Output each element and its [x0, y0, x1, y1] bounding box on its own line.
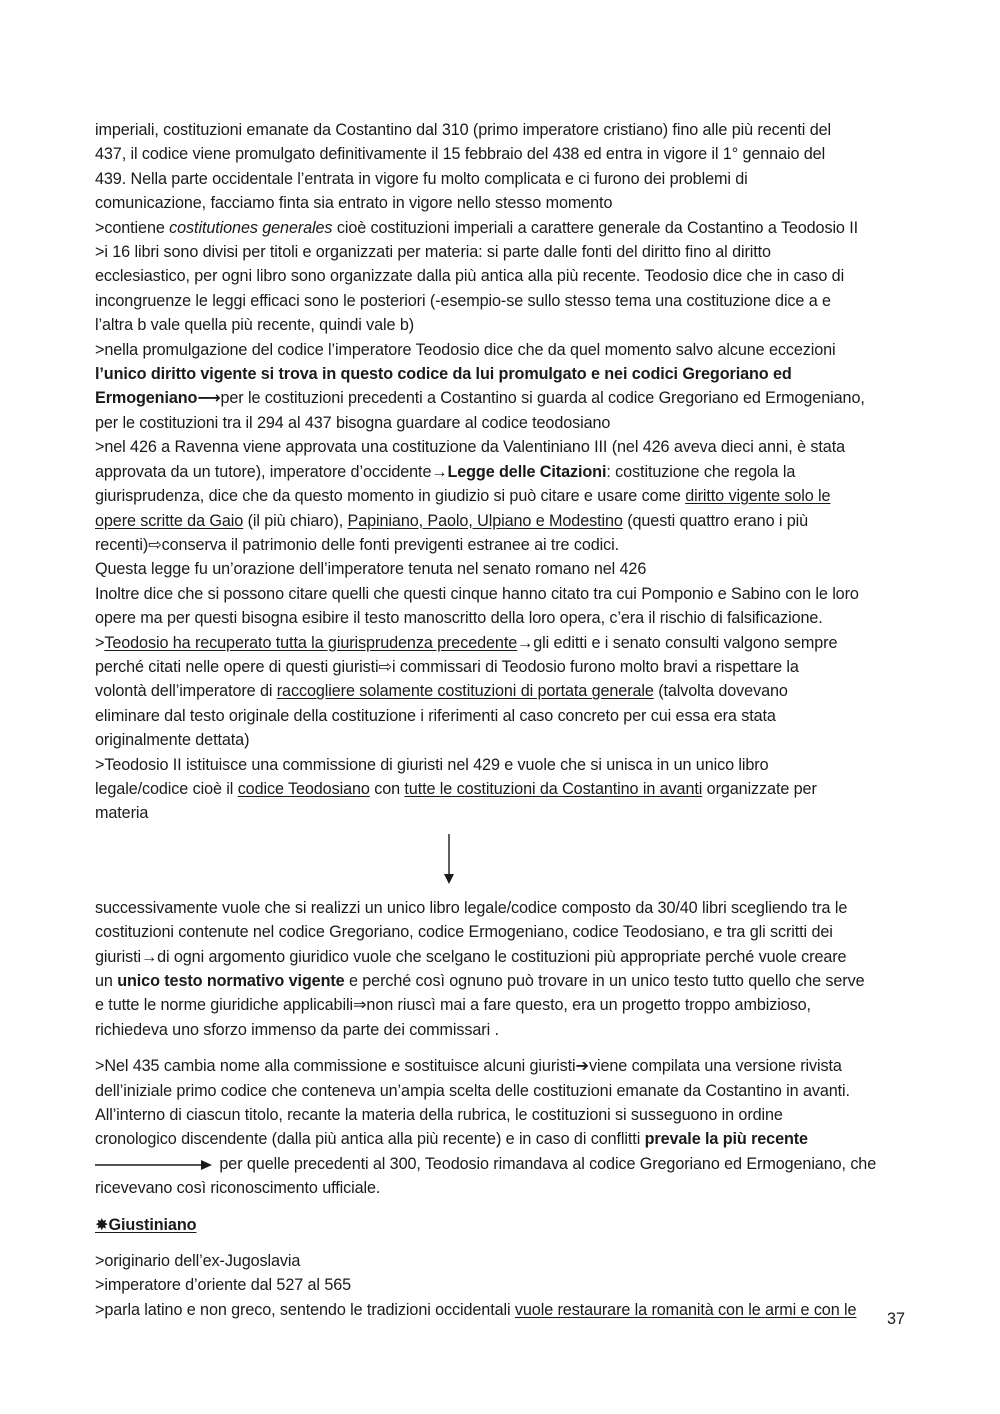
text-line: successivamente vuole che si realizzi un unico libro legale/codice composto da 30/40 libri scegliendo tra le — [95, 898, 848, 917]
text-line — [95, 1054, 910, 1078]
text-span: con — [369, 779, 405, 798]
text-span: gli editti e i senato consulti valgono sempre — [533, 633, 838, 652]
down-arrow-icon — [442, 834, 456, 886]
text-line — [95, 216, 910, 240]
paragraph-gap — [95, 1237, 910, 1249]
heading-text: Giustiniano — [108, 1215, 197, 1234]
text-span: giurisprudenza, dice che da questo momento in giudizio si può citare e usare come — [95, 487, 686, 506]
text-span: organizzate per — [702, 779, 817, 798]
text-span: >parla latino e non greco, sentendo le tradizioni occidentali — [95, 1300, 515, 1319]
long-arrow-icon — [95, 1159, 213, 1171]
star-icon: ✸ — [95, 1215, 109, 1234]
text-line: >Teodosio II istituisce una commissione di giuristi nel 429 e vuole che si unisca in un unico libro — [95, 755, 769, 774]
arrow-icon: → — [517, 633, 534, 652]
arrow-icon: ⟶ — [197, 389, 221, 408]
text-line: costituzioni contenute nel codice Gregoriano, codice Ermogeniano, codice Teodosiano, e tra gli scritti dei — [95, 923, 833, 942]
bold-term: unico testo normativo vigente — [117, 972, 345, 990]
text-line — [95, 1127, 910, 1151]
text-span: cioè costituzioni imperiali a carattere generale da Costantino a Teodosio II — [332, 218, 859, 237]
text-span: recenti) — [95, 535, 149, 554]
text-span: cronologico discendente (dalla più antica alla più recente) e in caso di conflitti — [95, 1130, 645, 1149]
arrow-icon: → — [140, 947, 158, 966]
text-line — [95, 460, 910, 484]
text-line: opere ma per questi bisogna esibire il testo manoscritto della loro opera, c’era il rischio di falsificazione. — [95, 609, 823, 628]
arrow-icon: → — [431, 462, 448, 481]
hollow-arrow-icon: ⇨ — [148, 535, 162, 554]
page-number: 37 — [886, 1310, 905, 1328]
hollow-arrow-icon: ⇨ — [378, 657, 393, 676]
bold-line: l’unico diritto vigente si trova in questo codice da lui promulgato e nei codici Gregoriano ed — [95, 365, 792, 384]
text-line: eliminare dal testo originale della costituzione i riferimenti al caso concreto per cui essa era stata — [95, 706, 776, 725]
text-line — [95, 631, 910, 655]
text-line: ricevevano così riconoscimento ufficiale. — [95, 1179, 381, 1198]
text-span: approvata da un tutore), imperatore d’occidente — [95, 462, 432, 481]
text-span: (talvolta dovevano — [653, 682, 788, 701]
text-span: non riuscì mai a fare questo, era un progetto troppo ambizioso, — [366, 996, 811, 1015]
text-span: per le costituzioni precedenti a Costantino si guarda al codice Gregoriano ed Ermogeniano, — [220, 389, 865, 408]
text-span: e tutte le norme giuridiche applicabili — [95, 996, 353, 1015]
text-line — [95, 945, 910, 969]
bold-term: Legge delle Citazioni — [447, 462, 607, 481]
underlined-term: tutte le costituzioni da Costantino in avanti — [404, 779, 703, 798]
text-line: per le costituzioni tra il 294 al 437 bisogna guardare al codice teodosiano — [95, 413, 611, 432]
text-span: (questi quattro erano i più — [622, 511, 809, 530]
text-line — [95, 777, 910, 801]
text-line: Questa legge fu un’orazione dell’imperatore tenuta nel senato romano nel 426 — [95, 560, 647, 579]
text-line: richiedeva uno sforzo immenso da parte dei commissari . — [95, 1020, 499, 1039]
bold-term: Ermogeniano — [95, 389, 198, 408]
text-line — [95, 679, 910, 703]
bold-term: prevale la più recente — [644, 1130, 808, 1149]
text-span: un — [95, 972, 118, 990]
paragraph-gap — [95, 1042, 910, 1054]
text-line — [95, 484, 910, 508]
text-line: incongruenze le leggi efficaci sono le posteriori (-esempio-se sullo stesso tema una costituzione dice a e — [95, 291, 831, 310]
text-line — [95, 655, 910, 679]
underlined-term: Papiniano, Paolo, Ulpiano e Modestino — [347, 511, 623, 530]
italic-term: costitutiones generales — [169, 218, 333, 237]
text-line: ecclesiastico, per ogni libro sono organizzate dalla più antica alla più recente. Teodosio dice che in caso di — [95, 267, 845, 286]
text-line: All’interno di ciascun titolo, recante la materia della rubrica, le costituzioni si susseguono in ordine — [95, 1106, 783, 1125]
underlined-term: opere scritte da Gaio — [95, 511, 244, 530]
text-span: perché citati nelle opere di questi giuristi — [95, 657, 379, 676]
text-span: >contiene — [95, 218, 170, 237]
text-line — [95, 533, 910, 557]
text-span: viene compilata una versione rivista — [588, 1057, 842, 1076]
text-span: e perché così ognuno può trovare in un unico testo tutto quello che serve — [344, 972, 865, 990]
text-span: giuristi — [95, 947, 141, 966]
text-line — [95, 993, 910, 1017]
double-arrow-icon: ⇒ — [352, 996, 367, 1015]
text-line: l’altra b vale quella più recente, quindi vale b) — [95, 316, 415, 335]
text-span: : costituzione che regola la — [606, 462, 796, 481]
underlined-term: Teodosio ha recuperato tutta la giurisprudenza precedente — [104, 633, 518, 652]
text-span: conserva il patrimonio delle fonti previgenti estranee ai tre codici. — [161, 535, 620, 554]
text-span: volontà dell’imperatore di — [95, 682, 277, 701]
text-line — [95, 969, 910, 993]
text-span: (il più chiaro), — [243, 511, 348, 530]
section-heading — [95, 1213, 910, 1237]
text-span: per quelle precedenti al 300, Teodosio rimandava al codice Gregoriano ed Ermogeniano, che — [215, 1154, 877, 1173]
text-line: >nella promulgazione del codice l’imperatore Teodosio dice che da quel momento salvo alcune eccezioni — [95, 340, 836, 359]
text-span: legale/codice cioè il — [95, 779, 238, 798]
text-line: imperiali, costituzioni emanate da Costantino dal 310 (primo imperatore cristiano) fino alle più recenti del — [95, 121, 831, 139]
text-line — [95, 386, 910, 410]
text-line: >originario dell’ex-Jugoslavia — [95, 1252, 301, 1271]
text-line: dell’iniziale primo codice che conteneva un’ampia scelta delle costituzioni emanate da Costantino in avanti. — [95, 1081, 850, 1100]
underlined-term: codice Teodosiano — [237, 779, 370, 798]
text-line — [95, 1152, 910, 1176]
underlined-term: raccogliere solamente costituzioni di portata generale — [276, 682, 654, 701]
text-line: >i 16 libri sono divisi per titoli e organizzati per materia: si parte dalle fonti del diritto fino al diritto — [95, 243, 771, 262]
text-line: comunicazione, facciamo finta sia entrato in vigore nello stesso momento — [95, 194, 613, 213]
text-line — [95, 509, 910, 533]
text-line: >nel 426 a Ravenna viene approvata una costituzione da Valentiniano III (nel 426 aveva dieci anni, è stata — [95, 438, 845, 457]
text-span: > — [95, 633, 105, 652]
text-line: >imperatore d’oriente dal 527 al 565 — [95, 1276, 352, 1295]
arrow-icon: ➔ — [575, 1057, 589, 1076]
paragraph-gap — [95, 1201, 910, 1213]
text-span: di ogni argomento giuridico vuole che scelgano le costituzioni più appropriate perché vuole creare — [157, 947, 847, 966]
text-line — [95, 1298, 910, 1322]
text-line: materia — [95, 804, 149, 823]
arrow-gap — [95, 826, 910, 896]
text-line: Inoltre dice che si possono citare quelli che questi cinque hanno citato tra cui Pomponio e Sabino con le loro — [95, 584, 859, 603]
underlined-term: vuole restaurare la romanità con le armi e con le — [514, 1300, 857, 1319]
text-line: originalmente dettata) — [95, 731, 250, 750]
text-line: 437, il codice viene promulgato definitivamente il 15 febbraio del 438 ed entra in vigore il 1° gennaio del — [95, 145, 826, 164]
text-span: >Nel 435 cambia nome alla commissione e sostituisce alcuni giuristi — [95, 1057, 576, 1076]
text-span: i commissari di Teodosio furono molto bravi a rispettare la — [392, 657, 799, 676]
text-line: 439. Nella parte occidentale l’entrata in vigore fu molto complicata e ci furono dei problemi di — [95, 169, 748, 188]
underlined-term: diritto vigente solo le — [685, 487, 831, 506]
document-body — [95, 118, 910, 1322]
